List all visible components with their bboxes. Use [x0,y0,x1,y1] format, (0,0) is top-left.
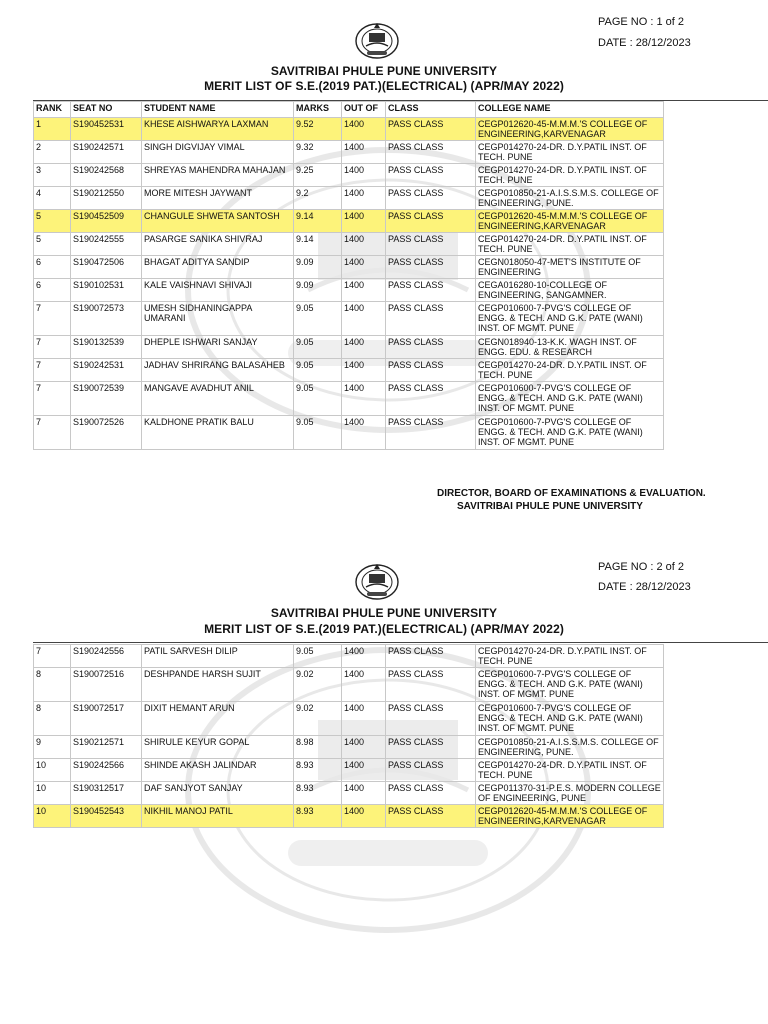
class-cell: PASS CLASS [386,233,476,256]
issue-date: DATE : 28/12/2023 [598,581,691,593]
out-of-cell: 1400 [342,210,386,233]
student-name-cell: KHESE AISHWARYA LAXMAN [142,118,294,141]
page-number: PAGE NO : 2 of 2 [598,561,684,573]
marks-cell: 9.05 [294,416,342,450]
college-name-cell: CEGP010600-7-PVG'S COLLEGE OF ENGG. & TECH. AND G.K. PATE (WANI) INST. OF MGMT. PUNE [476,668,664,702]
student-name-cell: SHREYAS MAHENDRA MAHAJAN [142,164,294,187]
student-name-cell: MORE MITESH JAYWANT [142,187,294,210]
table-row [34,279,664,302]
university-name: SAVITRIBAI PHULE PUNE UNIVERSITY [270,606,498,620]
college-name-cell: CEGN018050-47-MET'S INSTITUTE OF ENGINEERING [476,256,664,279]
seat-no-cell: S190242571 [71,141,142,164]
university-name: SAVITRIBAI PHULE PUNE UNIVERSITY [270,64,498,78]
out-of-cell: 1400 [342,759,386,782]
rank-cell: 4 [34,187,71,210]
college-name-cell: CEGP010600-7-PVG'S COLLEGE OF ENGG. & TECH. AND G.K. PATE (WANI) INST. OF MGMT. PUNE [476,702,664,736]
marks-cell: 9.14 [294,210,342,233]
marks-cell: 9.05 [294,359,342,382]
rank-cell: 8 [34,668,71,702]
out-of-cell: 1400 [342,702,386,736]
rank-cell: 2 [34,141,71,164]
rank-cell: 7 [34,302,71,336]
marks-cell: 9.05 [294,302,342,336]
marks-cell: 9.25 [294,164,342,187]
issue-date: DATE : 28/12/2023 [598,37,691,49]
rank-cell: 5 [34,210,71,233]
header-marks: MARKS [294,102,342,118]
class-cell: PASS CLASS [386,382,476,416]
marks-cell: 9.09 [294,256,342,279]
class-cell: PASS CLASS [386,118,476,141]
seat-no-cell: S190072539 [71,382,142,416]
marks-cell: 9.05 [294,382,342,416]
merit-list-title: MERIT LIST OF S.E.(2019 PAT.)(ELECTRICAL) (APR/MAY 2022) [204,79,564,93]
table-row [34,759,664,782]
page-number: PAGE NO : 1 of 2 [598,16,684,28]
table-row [34,382,664,416]
signatory-title: DIRECTOR, BOARD OF EXAMINATIONS & EVALUATION. [437,488,706,499]
class-cell: PASS CLASS [386,782,476,805]
rank-cell: 6 [34,256,71,279]
rank-cell: 7 [34,416,71,450]
table-header-row [34,102,664,118]
class-cell: PASS CLASS [386,759,476,782]
student-name-cell: PATIL SARVESH DILIP [142,645,294,668]
header-divider [33,642,768,643]
header-rank: RANK [34,102,71,118]
rank-cell: 7 [34,382,71,416]
class-cell: PASS CLASS [386,702,476,736]
document-page-2 [0,545,768,1024]
seat-no-cell: S190242566 [71,759,142,782]
class-cell: PASS CLASS [386,416,476,450]
marks-cell: 9.05 [294,336,342,359]
out-of-cell: 1400 [342,736,386,759]
student-name-cell: BHAGAT ADITYA SANDIP [142,256,294,279]
student-name-cell: DIXIT HEMANT ARUN [142,702,294,736]
class-cell: PASS CLASS [386,645,476,668]
college-name-cell: CEGP014270-24-DR. D.Y.PATIL INST. OF TECH. PUNE [476,759,664,782]
seat-no-cell: S190242568 [71,164,142,187]
table-row [34,187,664,210]
seat-no-cell: S190212550 [71,187,142,210]
table-row [34,416,664,450]
rank-cell: 5 [34,233,71,256]
student-name-cell: SINGH DIGVIJAY VIMAL [142,141,294,164]
student-name-cell: KALDHONE PRATIK BALU [142,416,294,450]
class-cell: PASS CLASS [386,187,476,210]
out-of-cell: 1400 [342,645,386,668]
table-row [34,233,664,256]
class-cell: PASS CLASS [386,359,476,382]
seat-no-cell: S190242555 [71,233,142,256]
class-cell: PASS CLASS [386,302,476,336]
college-name-cell: CEGP014270-24-DR. D.Y.PATIL INST. OF TECH. PUNE [476,359,664,382]
out-of-cell: 1400 [342,164,386,187]
seat-no-cell: S190452531 [71,118,142,141]
college-name-cell: CEGP010850-21-A.I.S.S.M.S. COLLEGE OF ENGINEERING, PUNE. [476,736,664,759]
seat-no-cell: S190452509 [71,210,142,233]
college-name-cell: CEGP014270-24-DR. D.Y.PATIL INST. OF TECH. PUNE [476,164,664,187]
student-name-cell: NIKHIL MANOJ PATIL [142,805,294,828]
rank-cell: 10 [34,782,71,805]
seat-no-cell: S190312517 [71,782,142,805]
college-name-cell: CEGP010850-21-A.I.S.S.M.S. COLLEGE OF ENGINEERING, PUNE. [476,187,664,210]
class-cell: PASS CLASS [386,336,476,359]
rank-cell: 7 [34,645,71,668]
table-row [34,164,664,187]
college-name-cell: CEGP011370-31-P.E.S. MODERN COLLEGE OF ENGINEERING, PUNE [476,782,664,805]
student-name-cell: KALE VAISHNAVI SHIVAJI [142,279,294,302]
class-cell: PASS CLASS [386,141,476,164]
student-name-cell: DESHPANDE HARSH SUJIT [142,668,294,702]
university-emblem-icon [354,20,400,60]
marks-cell: 9.14 [294,233,342,256]
header-student-name: STUDENT NAME [142,102,294,118]
seat-no-cell: S190132539 [71,336,142,359]
student-name-cell: DHEPLE ISHWARI SANJAY [142,336,294,359]
merit-table [33,644,664,828]
out-of-cell: 1400 [342,187,386,210]
signatory-university: SAVITRIBAI PHULE PUNE UNIVERSITY [457,501,643,512]
out-of-cell: 1400 [342,359,386,382]
seat-no-cell: S190212571 [71,736,142,759]
class-cell: PASS CLASS [386,164,476,187]
seat-no-cell: S190242556 [71,645,142,668]
out-of-cell: 1400 [342,302,386,336]
rank-cell: 7 [34,359,71,382]
class-cell: PASS CLASS [386,668,476,702]
out-of-cell: 1400 [342,668,386,702]
table-row [34,336,664,359]
marks-cell: 8.93 [294,782,342,805]
merit-table [33,101,664,450]
out-of-cell: 1400 [342,782,386,805]
header-college-name: COLLEGE NAME [476,102,664,118]
student-name-cell: PASARGE SANIKA SHIVRAJ [142,233,294,256]
out-of-cell: 1400 [342,279,386,302]
seat-no-cell: S190072517 [71,702,142,736]
rank-cell: 9 [34,736,71,759]
seat-no-cell: S190072573 [71,302,142,336]
out-of-cell: 1400 [342,382,386,416]
rank-cell: 6 [34,279,71,302]
college-name-cell: CEGP010600-7-PVG'S COLLEGE OF ENGG. & TECH. AND G.K. PATE (WANI) INST. OF MGMT. PUNE [476,302,664,336]
college-name-cell: CEGP010600-7-PVG'S COLLEGE OF ENGG. & TECH. AND G.K. PATE (WANI) INST. OF MGMT. PUNE [476,382,664,416]
out-of-cell: 1400 [342,416,386,450]
student-name-cell: UMESH SIDHANINGAPPA UMARANI [142,302,294,336]
college-name-cell: CEGN018940-13-K.K. WAGH INST. OF ENGG. EDU. & RESEARCH [476,336,664,359]
rank-cell: 7 [34,336,71,359]
table-row [34,805,664,828]
marks-cell: 9.09 [294,279,342,302]
seat-no-cell: S190072526 [71,416,142,450]
table-row [34,359,664,382]
marks-cell: 8.93 [294,805,342,828]
class-cell: PASS CLASS [386,805,476,828]
table-row [34,782,664,805]
table-row [34,210,664,233]
seat-no-cell: S190072516 [71,668,142,702]
college-name-cell: CEGP012620-45-M.M.M.'S COLLEGE OF ENGINEERING,KARVENAGAR [476,118,664,141]
seat-no-cell: S190242531 [71,359,142,382]
student-name-cell: JADHAV SHRIRANG BALASAHEB [142,359,294,382]
university-emblem-icon [354,561,400,601]
table-row [34,702,664,736]
college-name-cell: CEGP010600-7-PVG'S COLLEGE OF ENGG. & TECH. AND G.K. PATE (WANI) INST. OF MGMT. PUNE [476,416,664,450]
out-of-cell: 1400 [342,336,386,359]
seat-no-cell: S190102531 [71,279,142,302]
marks-cell: 9.52 [294,118,342,141]
college-name-cell: CEGP012620-45-M.M.M.'S COLLEGE OF ENGINEERING,KARVENAGAR [476,210,664,233]
class-cell: PASS CLASS [386,256,476,279]
marks-cell: 9.02 [294,702,342,736]
out-of-cell: 1400 [342,118,386,141]
student-name-cell: DAF SANJYOT SANJAY [142,782,294,805]
marks-cell: 8.93 [294,759,342,782]
table-row [34,118,664,141]
header-class: CLASS [386,102,476,118]
student-name-cell: SHIRULE KEYUR GOPAL [142,736,294,759]
marks-cell: 8.98 [294,736,342,759]
class-cell: PASS CLASS [386,210,476,233]
college-name-cell: CEGP014270-24-DR. D.Y.PATIL INST. OF TECH. PUNE [476,645,664,668]
header-seat-no: SEAT NO [71,102,142,118]
out-of-cell: 1400 [342,141,386,164]
rank-cell: 1 [34,118,71,141]
rank-cell: 8 [34,702,71,736]
marks-cell: 9.32 [294,141,342,164]
table-row [34,736,664,759]
college-name-cell: CEGA016280-10-COLLEGE OF ENGINEERING, SANGAMNER. [476,279,664,302]
table-row [34,302,664,336]
out-of-cell: 1400 [342,233,386,256]
rank-cell: 3 [34,164,71,187]
table-row [34,141,664,164]
marks-cell: 9.2 [294,187,342,210]
student-name-cell: MANGAVE AVADHUT ANIL [142,382,294,416]
header-out-of: OUT OF [342,102,386,118]
table-row [34,668,664,702]
merit-list-title: MERIT LIST OF S.E.(2019 PAT.)(ELECTRICAL) (APR/MAY 2022) [204,622,564,636]
out-of-cell: 1400 [342,256,386,279]
college-name-cell: CEGP014270-24-DR. D.Y.PATIL INST. OF TECH. PUNE [476,233,664,256]
out-of-cell: 1400 [342,805,386,828]
table-row [34,256,664,279]
rank-cell: 10 [34,805,71,828]
seat-no-cell: S190472506 [71,256,142,279]
seat-no-cell: S190452543 [71,805,142,828]
rank-cell: 10 [34,759,71,782]
class-cell: PASS CLASS [386,736,476,759]
table-row [34,645,664,668]
student-name-cell: SHINDE AKASH JALINDAR [142,759,294,782]
college-name-cell: CEGP012620-45-M.M.M.'S COLLEGE OF ENGINEERING,KARVENAGAR [476,805,664,828]
marks-cell: 9.05 [294,645,342,668]
marks-cell: 9.02 [294,668,342,702]
student-name-cell: CHANGULE SHWETA SANTOSH [142,210,294,233]
class-cell: PASS CLASS [386,279,476,302]
college-name-cell: CEGP014270-24-DR. D.Y.PATIL INST. OF TECH. PUNE [476,141,664,164]
